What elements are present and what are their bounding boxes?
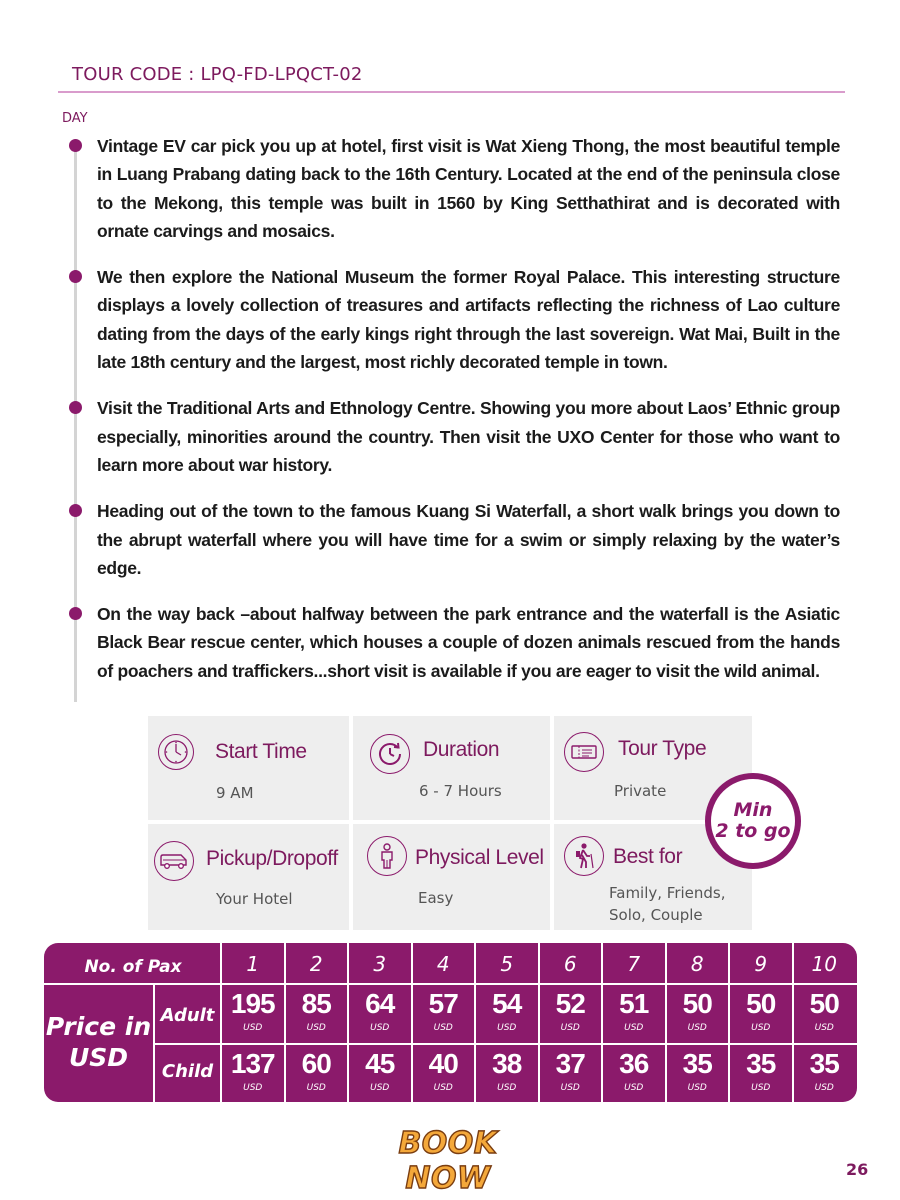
- ticket-icon: [564, 732, 604, 772]
- itinerary-list: [60, 132, 840, 703]
- child-price-cell: 38: [492, 1048, 522, 1079]
- start-time-card: [148, 716, 349, 820]
- hiker-icon: [564, 836, 604, 876]
- pax-count-cell: 2: [309, 952, 323, 976]
- itinerary-text: On the way back –about halfway between the park entrance and the waterfall is the Asiatic Black Bear rescue center, which houses a couple of dozen animals rescued from the hands of poachers and traffickers...short visit is available if you are eager to visit the wild animal.: [97, 604, 840, 681]
- pax-count-cell: 5: [500, 952, 514, 976]
- child-currency-cell: USD: [433, 1083, 453, 1093]
- itinerary-text: Vintage EV car pick you up at hotel, first visit is Wat Xieng Thong, the most beautiful temple in Luang Prabang dating back to the 16th Century. Located at the end of the peninsula close to the Mekong, this temple was built in 1560 by King Setthathirat and is decorated with ornate carvings and mosaics.: [97, 136, 840, 241]
- pickup-title: Pickup/Dropoff: [206, 847, 338, 870]
- tour-type-title: Tour Type: [618, 737, 707, 760]
- itinerary-item: [60, 263, 840, 376]
- bullet-icon: [69, 607, 82, 620]
- adult-row-label: Adult: [160, 1005, 215, 1026]
- price-in-line-2: USD: [68, 1043, 129, 1072]
- clock-icon: [158, 734, 194, 770]
- child-currency-cell: USD: [814, 1083, 834, 1093]
- adult-currency-cell: USD: [306, 1023, 326, 1033]
- pax-count-cell: 10: [811, 952, 837, 976]
- child-currency-cell: USD: [624, 1083, 644, 1093]
- start-time-title: Start Time: [215, 740, 307, 763]
- adult-price-cell: 57: [428, 988, 458, 1019]
- pax-header-label: No. of Pax: [84, 957, 182, 977]
- adult-currency-cell: USD: [687, 1023, 707, 1033]
- adult-currency-cell: USD: [370, 1023, 390, 1033]
- physical-level-title: Physical Level: [415, 846, 544, 869]
- adult-currency-cell: USD: [433, 1023, 453, 1033]
- pax-count-cell: 7: [627, 952, 641, 976]
- bullet-icon: [69, 139, 82, 152]
- duration-value: 6 - 7 Hours: [419, 782, 502, 800]
- itinerary-item: [60, 497, 840, 582]
- header-divider: [58, 91, 845, 93]
- adult-currency-cell: USD: [497, 1023, 517, 1033]
- best-for-value: [609, 882, 726, 926]
- adult-currency-cell: USD: [751, 1023, 771, 1033]
- child-price-cell: 36: [619, 1048, 649, 1079]
- adult-price-cell: 52: [555, 988, 585, 1019]
- child-price-cell: 35: [809, 1048, 839, 1079]
- pax-count-cell: 6: [563, 952, 577, 976]
- min-pax-badge: [705, 773, 801, 869]
- duration-title: Duration: [423, 738, 500, 761]
- itinerary-item: [60, 394, 840, 479]
- price-in-line-1: Price in: [45, 1012, 152, 1041]
- adult-currency-cell: USD: [243, 1023, 263, 1033]
- adult-currency-cell: USD: [624, 1023, 644, 1033]
- pax-count-cell: 9: [754, 952, 768, 976]
- child-price-cell: 37: [555, 1048, 585, 1079]
- child-currency-cell: USD: [560, 1083, 580, 1093]
- pax-count-cell: 3: [373, 952, 387, 976]
- badge-line-2: 2 to go: [715, 820, 791, 842]
- adult-price-cell: 54: [492, 988, 522, 1019]
- best-for-line-1: Family, Friends,: [609, 884, 726, 902]
- price-in-usd-label: [44, 1011, 153, 1073]
- bullet-icon: [69, 270, 82, 283]
- adult-price-cell: 64: [365, 988, 395, 1019]
- child-currency-cell: USD: [370, 1083, 390, 1093]
- van-icon: [154, 841, 194, 881]
- tour-info-grid: [148, 716, 752, 930]
- child-price-cell: 137: [230, 1048, 275, 1079]
- itinerary-text: Visit the Traditional Arts and Ethnology Centre. Showing you more about Laos’ Ethnic group especially, minorities around the country. Then visit the UXO Center for those who want to learn more about war history.: [97, 398, 840, 475]
- best-for-line-2: Solo, Couple: [609, 906, 703, 924]
- pickup-card: [148, 824, 349, 930]
- child-price-cell: 60: [301, 1048, 331, 1079]
- table-rule: [153, 1043, 857, 1045]
- child-price-cell: 35: [682, 1048, 712, 1079]
- table-rule: [153, 983, 155, 1102]
- pax-count-cell: 8: [690, 952, 704, 976]
- bullet-icon: [69, 401, 82, 414]
- pickup-value: Your Hotel: [216, 890, 293, 908]
- child-currency-cell: USD: [751, 1083, 771, 1093]
- badge-line-1: Min: [733, 799, 773, 821]
- page-number: 26: [846, 1160, 869, 1179]
- person-icon: [367, 836, 407, 876]
- price-table: [44, 943, 857, 1102]
- physical-level-value: Easy: [418, 889, 454, 907]
- itinerary-item: [60, 600, 840, 685]
- tour-code: TOUR CODE : LPQ-FD-LPQCT-02: [72, 64, 363, 85]
- tour-type-value: Private: [614, 782, 667, 800]
- child-price-cell: 45: [365, 1048, 395, 1079]
- adult-price-cell: 50: [746, 988, 776, 1019]
- pax-count-cell: 1: [246, 952, 260, 976]
- itinerary-text: We then explore the National Museum the former Royal Palace. This interesting structure displays a lovely collection of treasures and artifacts reflecting the richness of Lao culture dating from the days of the early kings right through the last sovereign. Wat Mai, Built in the late 18th century and the largest, most richly decorated temple in town.: [97, 267, 840, 373]
- child-price-cell: 35: [746, 1048, 776, 1079]
- physical-level-card: [353, 824, 550, 930]
- child-price-cell: 40: [428, 1048, 458, 1079]
- adult-price-cell: 51: [619, 988, 649, 1019]
- duration-card: [353, 716, 550, 820]
- table-rule: [44, 983, 857, 985]
- start-time-value: 9 AM: [216, 784, 254, 802]
- itinerary-text: Heading out of the town to the famous Kuang Si Waterfall, a short walk brings you down to the abrupt waterfall where you will have time for a swim or simply relaxing by the water’s edge.: [97, 501, 840, 578]
- adult-price-cell: 50: [809, 988, 839, 1019]
- child-row-label: Child: [161, 1061, 214, 1082]
- adult-price-cell: 50: [682, 988, 712, 1019]
- child-currency-cell: USD: [497, 1083, 517, 1093]
- adult-price-cell: 85: [301, 988, 331, 1019]
- bullet-icon: [69, 504, 82, 517]
- child-currency-cell: USD: [306, 1083, 326, 1093]
- timer-icon: [370, 734, 410, 774]
- pax-count-cell: 4: [436, 952, 450, 976]
- itinerary-item: [60, 132, 840, 245]
- child-currency-cell: USD: [243, 1083, 263, 1093]
- adult-price-cell: 195: [230, 988, 275, 1019]
- book-now-button[interactable]: BOOK NOW: [398, 1126, 498, 1196]
- adult-currency-cell: USD: [560, 1023, 580, 1033]
- adult-currency-cell: USD: [814, 1023, 834, 1033]
- day-label: DAY: [62, 111, 88, 126]
- best-for-title: Best for: [613, 845, 683, 868]
- child-currency-cell: USD: [687, 1083, 707, 1093]
